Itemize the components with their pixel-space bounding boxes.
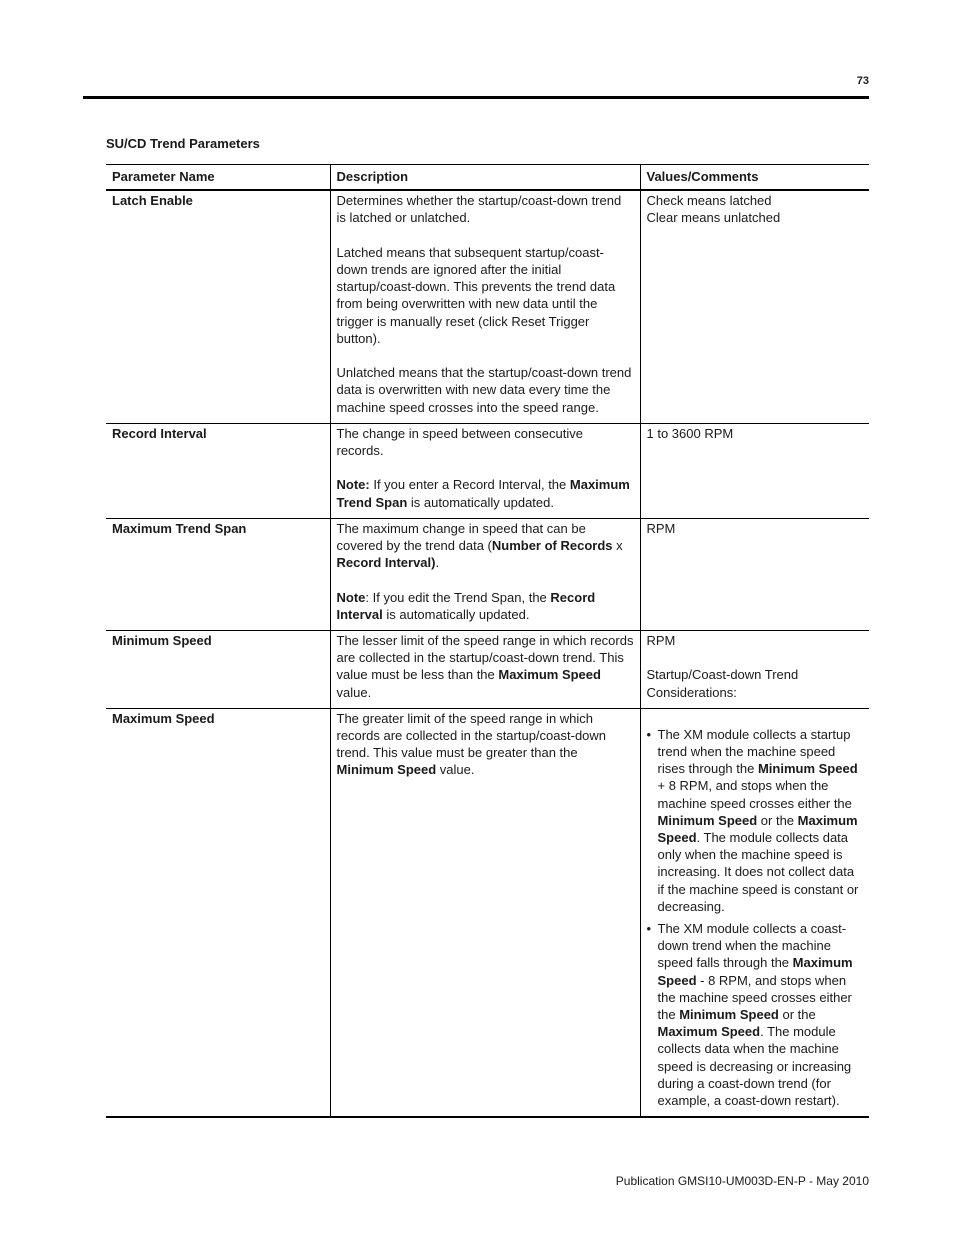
table-row — [106, 708, 869, 1117]
parameter-name: Maximum Speed — [106, 708, 330, 1117]
publication-footer: Publication GMSI10-UM003D-EN-P - May 2010 — [615, 1174, 869, 1188]
parameter-name: Maximum Trend Span — [106, 518, 330, 630]
description-paragraph: Unlatched means that the startup/coast-down trend data is overwritten with new data every time the machine speed crosses into the speed range. — [336, 365, 632, 415]
note-text: : If you edit the Trend Span, the — [365, 589, 551, 605]
parameter-values — [640, 190, 869, 423]
table-row — [106, 190, 869, 423]
parameters-table — [106, 164, 869, 1118]
parameter-name: Record Interval — [106, 423, 330, 518]
note-emphasis: Record Interval — [336, 589, 596, 622]
note-paragraph — [337, 476, 634, 510]
parameter-name: Latch Enable — [106, 190, 330, 423]
header-values-comments: Values/Comments — [640, 165, 869, 191]
considerations-list — [647, 726, 864, 1109]
value-line: Check means latched — [646, 193, 772, 209]
value-line: RPM — [646, 633, 676, 649]
bullet-icon: • — [646, 726, 652, 742]
description-text: The maximum change in speed that can be covered by the trend data ( — [336, 520, 586, 554]
description-paragraph: The change in speed between consecutive records. — [336, 425, 583, 459]
parameter-values — [640, 631, 869, 709]
description-text: value. — [436, 762, 475, 778]
bullet-text: + 8 RPM, and stops when the machine speed crosses either the — [657, 778, 852, 811]
value-line: Clear means unlatched — [646, 210, 781, 226]
bullet-emphasis: Minimum Speed — [657, 812, 758, 828]
parameter-description — [330, 631, 640, 709]
bullet-text: . The module collects data only when the machine speed is increasing. It does not collect data if the machine speed is constant or decreasing. — [657, 830, 859, 914]
description-text: value. — [336, 684, 372, 700]
parameter-values — [640, 708, 869, 1117]
list-item — [647, 726, 864, 915]
bullet-emphasis: Maximum Speed — [657, 812, 858, 846]
parameter-name: Minimum Speed — [106, 631, 330, 709]
parameter-description — [330, 518, 640, 630]
bullet-emphasis: Minimum Speed — [757, 761, 858, 777]
bullet-icon: • — [646, 921, 652, 937]
parameter-values — [640, 518, 869, 630]
note-emphasis: Maximum Trend Span — [336, 477, 630, 510]
bullet-text: The XM module collects a coast-down trend when the machine speed falls through the — [657, 921, 847, 971]
parameter-description — [330, 190, 640, 423]
table-row — [106, 518, 869, 630]
description-emphasis: Minimum Speed — [336, 762, 437, 778]
description-paragraph — [337, 520, 634, 572]
section-title: SU/CD Trend Parameters — [106, 136, 260, 151]
header-description: Description — [330, 165, 640, 191]
description-emphasis: Maximum Speed — [498, 667, 601, 683]
parameter-values — [640, 423, 869, 518]
note-label: Note: — [336, 477, 370, 493]
page-number: 73 — [856, 75, 869, 87]
description-text: The lesser limit of the speed range in which records are collected in the startup/coast-down trend. This value must be less than the — [336, 633, 634, 683]
bullet-emphasis: Maximum Speed — [657, 955, 853, 988]
description-text: The greater limit of the speed range in which records are collected in the startup/coast-down trend. This value must be greater than the — [336, 710, 607, 761]
bullet-text: . The module collects data when the machine speed is decreasing or increasing during a coast-down trend (for example, a coast-down restart). — [657, 1024, 852, 1109]
header-rule — [83, 96, 869, 99]
considerations-heading: Startup/Coast-down Trend Considerations: — [646, 667, 799, 700]
table-row — [106, 631, 869, 709]
bullet-text: - 8 RPM, and stops when the machine speed crosses either the — [657, 972, 852, 1023]
table-header-row — [106, 165, 869, 191]
parameter-description — [330, 423, 640, 518]
parameter-description — [330, 708, 640, 1117]
description-paragraph: Latched means that subsequent startup/coast-down trends are ignored after the initial startup/coast-down. This prevents the trend data from being overwritten with new data until the trigger is manually reset (click Reset Trigger button). — [336, 244, 616, 346]
note-label: Note — [336, 589, 366, 605]
list-item — [647, 920, 864, 1109]
note-paragraph — [337, 589, 634, 623]
note-text: is automatically updated. — [407, 494, 554, 510]
table-row — [106, 423, 869, 518]
note-text: is automatically updated. — [382, 606, 530, 622]
value-line: RPM — [646, 520, 676, 536]
description-emphasis: Number of Records — [491, 538, 613, 554]
bullet-text: The XM module collects a startup trend when the machine speed rises through the — [657, 726, 851, 777]
note-text: If you enter a Record Interval, the — [369, 477, 570, 493]
description-paragraph: Determines whether the startup/coast-down trend is latched or unlatched. — [336, 193, 622, 226]
description-text: . — [435, 555, 440, 571]
description-text: x — [612, 538, 623, 554]
header-parameter-name: Parameter Name — [106, 165, 330, 191]
bullet-text: or the — [778, 1007, 816, 1023]
description-paragraph — [337, 710, 634, 779]
value-line: 1 to 3600 RPM — [646, 425, 734, 441]
bullet-text: or the — [757, 812, 798, 828]
bullet-emphasis: Minimum Speed — [679, 1007, 779, 1023]
description-emphasis: Record Interval) — [336, 555, 436, 571]
bullet-emphasis: Maximum Speed — [657, 1024, 761, 1040]
description-paragraph — [337, 632, 634, 701]
